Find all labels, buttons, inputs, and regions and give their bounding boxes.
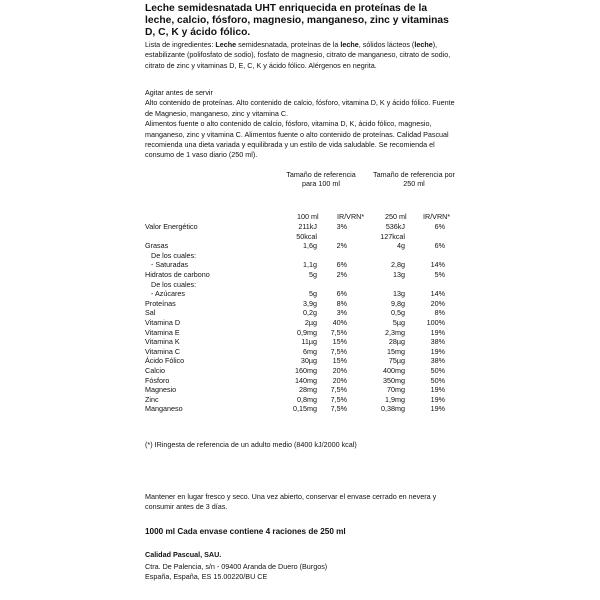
value-100ml: 0,15mg (293, 404, 317, 414)
table-row (145, 337, 457, 346)
value-100ml: 5g (309, 289, 317, 299)
ir-100ml: 15% (332, 337, 347, 347)
nutrient-name: Magnesio (145, 385, 177, 395)
allergen-leche-3: leche (414, 40, 433, 49)
col-100ml: 100 ml (297, 212, 319, 221)
footnote: (*) IRingesta de referencia de un adulto medio (8400 kJ/2000 kcal) (145, 440, 357, 449)
ir-100ml: 6% (336, 260, 347, 270)
ir-100ml: 7,5% (330, 385, 347, 395)
storage-instructions: Mantener en lugar fresco y seco. Una vez abierto, conservar el envase cerrado en nevera y consumir antes de 3 días. (145, 492, 437, 511)
nutrient-name: - Saturadas (151, 260, 189, 270)
address-line-2: España, España, ES 15.00220/BU CE (145, 572, 268, 581)
ir-100ml: 7,5% (330, 404, 347, 414)
value-250ml: 75µg (388, 356, 405, 366)
ir-100ml: 15% (332, 356, 347, 366)
table-row (145, 270, 457, 279)
nutrient-name: Vitamina D (145, 318, 181, 327)
value-250ml: 127kcal (380, 231, 405, 241)
volume-info: 1000 ml Cada envase contiene 4 raciones de 250 ml (145, 527, 346, 536)
ir-250ml: 19% (430, 404, 445, 414)
ir-100ml: 2% (336, 241, 347, 251)
nutrient-name: Proteínas (145, 298, 176, 308)
allergen-leche-2: leche (340, 40, 359, 49)
nutrient-name: Calcio (145, 366, 165, 375)
table-header-250ml: Tamaño de referencia por 250 ml (373, 170, 455, 189)
ingredients-list (145, 40, 457, 71)
value-250ml: 13g (393, 270, 405, 279)
value-250ml: 2,8g (391, 260, 405, 270)
value-100ml: 0,8mg (297, 394, 317, 404)
nutrient-name: Vitamina E (145, 327, 180, 337)
ingredients-text-2: , sólidos lácteos ( (358, 40, 415, 49)
table-row (145, 308, 457, 317)
table-row (145, 241, 457, 250)
table-row (145, 289, 457, 298)
ir-250ml: 100% (426, 318, 445, 327)
ir-100ml: 7,5% (330, 327, 347, 337)
value-100ml: 50kcal (296, 231, 317, 241)
advice-line-shake: Agitar antes de servir (145, 88, 213, 97)
ingredients-lead: Lista de ingredientes: (145, 40, 216, 49)
ir-250ml: 5% (434, 270, 445, 279)
ir-250ml: 6% (434, 222, 445, 231)
table-row (145, 395, 457, 404)
ir-250ml: 6% (434, 241, 445, 251)
value-100ml: 160mg (295, 366, 317, 375)
ir-100ml: 3% (336, 222, 347, 231)
ir-250ml: 38% (430, 356, 445, 366)
ir-100ml: 3% (336, 308, 347, 318)
value-250ml: 2,3mg (385, 327, 405, 337)
table-header-100ml: Tamaño de referencia para 100 ml (286, 170, 356, 189)
table-row (145, 260, 457, 269)
value-100ml: 2µg (304, 318, 317, 327)
ir-250ml: 14% (430, 289, 445, 299)
value-250ml: 350mg (383, 375, 405, 385)
value-250ml: 70mg (387, 385, 405, 395)
table-row (145, 251, 457, 260)
nutrient-name: Vitamina K (145, 337, 180, 347)
nutrient-name: Fósforo (145, 375, 170, 385)
ir-100ml: 6% (336, 289, 347, 299)
table-row (145, 280, 457, 289)
company-name: Calidad Pascual, SAU. (145, 550, 222, 559)
ir-100ml: 8% (336, 298, 347, 308)
ir-250ml: 19% (430, 327, 445, 337)
nutrient-name: Grasas (145, 241, 169, 251)
table-row (145, 356, 457, 365)
advice-line-claims: Alto contenido de proteínas. Alto contenido de calcio, fósforo, vitamina D, K y ácido fólico. Fuente de Magnesio, manganeso, zinc y vitamina C. (145, 98, 455, 118)
nutrient-name: Ácido Fólico (145, 356, 185, 366)
col-ir-250ml: IR/VRN* (423, 212, 451, 221)
value-250ml: 13g (393, 289, 405, 299)
company-address (145, 562, 457, 582)
value-100ml: 30µg (300, 356, 317, 366)
nutrition-label (139, 0, 461, 600)
nutrient-name: Valor Energético (145, 222, 198, 231)
table-row (145, 299, 457, 308)
ir-250ml: 14% (430, 260, 445, 270)
nutrient-name: Sal (145, 308, 156, 318)
value-100ml: 211kJ (298, 222, 317, 231)
value-100ml: 1,6g (303, 241, 317, 251)
value-250ml: 28µg (388, 337, 405, 347)
value-100ml: 1,1g (303, 260, 317, 270)
ir-250ml: 19% (430, 394, 445, 404)
table-row (145, 385, 457, 394)
value-250ml: 536kJ (385, 222, 405, 231)
nutrient-name: - Azúcares (151, 289, 185, 299)
ir-250ml: 19% (430, 346, 445, 356)
ir-250ml: 50% (430, 366, 445, 375)
value-250ml: 1,9mg (385, 394, 405, 404)
value-250ml: 0,5g (391, 308, 405, 318)
table-row (145, 318, 457, 327)
address-line-1: Ctra. De Palencia, s/n - 09400 Aranda de Duero (Burgos) (145, 562, 328, 571)
value-100ml: 6mg (303, 346, 317, 356)
table-row (145, 404, 457, 413)
table-row (145, 347, 457, 356)
value-100ml: 11µg (301, 337, 317, 347)
table-row (145, 376, 457, 385)
nutrient-name: De los cuales: (151, 250, 197, 260)
ir-100ml: 20% (332, 375, 347, 385)
table-row (145, 366, 457, 375)
ir-250ml: 8% (434, 308, 445, 318)
ingredients-text-3: ), estabilizante (polifosfato de sodio), fosfato de magnesio, citrato de manganeso, citrato de sodio, citrato de zinc y vitaminas D, E, C, K y ácido fólico. Alérgenos en negrita. (145, 40, 451, 70)
ir-250ml: 20% (430, 298, 445, 308)
nutrient-name: Vitamina C (145, 346, 181, 356)
nutrient-name: Manganeso (145, 404, 183, 414)
advice-block (145, 88, 457, 161)
col-250ml: 250 ml (385, 212, 407, 221)
value-250ml: 0,38mg (381, 404, 405, 414)
ir-250ml: 38% (430, 337, 445, 347)
ir-100ml: 20% (332, 366, 347, 375)
value-100ml: 0,2g (303, 308, 317, 318)
table-row (145, 232, 457, 241)
ir-250ml: 19% (430, 385, 445, 395)
value-250ml: 15mg (387, 346, 405, 356)
ir-100ml: 7,5% (330, 394, 347, 404)
table-row (145, 328, 457, 337)
ir-250ml: 50% (430, 375, 445, 385)
col-ir-100ml: IR/VRN* (337, 212, 365, 221)
value-250ml: 400mg (383, 366, 405, 375)
value-250ml: 9,8g (391, 298, 405, 308)
advice-line-recommendation: Alimentos fuente o alto contenido de calcio, fósforo, vitamina D, K, ácido fólico, magnesio, manganeso, zinc y vitamina C. Alimentos fuente o alto contenido de proteínas. Calidad Pascual recomienda una dieta variada y equilibrada y un estilo de vida saludable. Se recomienda el consumo de 1 vaso diario (250 ml). (145, 119, 449, 160)
value-100ml: 28mg (299, 385, 317, 395)
value-100ml: 3,9g (303, 298, 317, 308)
product-title: Leche semidesnatada UHT enriquecida en proteínas de la leche, calcio, fósforo, magnesio, manganeso, zinc y vitaminas D, C, K y ácido fólico. (145, 3, 449, 38)
value-250ml: 5µg (392, 318, 405, 327)
ir-100ml: 2% (336, 270, 347, 279)
value-100ml: 140mg (295, 375, 317, 385)
allergen-leche-1: Leche (215, 40, 237, 49)
value-100ml: 0,9mg (297, 327, 317, 337)
nutrient-name: De los cuales: (151, 279, 197, 289)
table-row (145, 222, 457, 231)
value-250ml: 4g (397, 241, 405, 251)
nutrient-name: Zinc (145, 394, 159, 404)
value-100ml: 5g (309, 270, 317, 279)
ir-100ml: 7,5% (330, 346, 347, 356)
nutrient-name: Hidratos de carbono (145, 270, 210, 279)
ir-100ml: 40% (332, 318, 347, 327)
ingredients-text-1: semidesnatada, proteínas de la (236, 40, 341, 49)
